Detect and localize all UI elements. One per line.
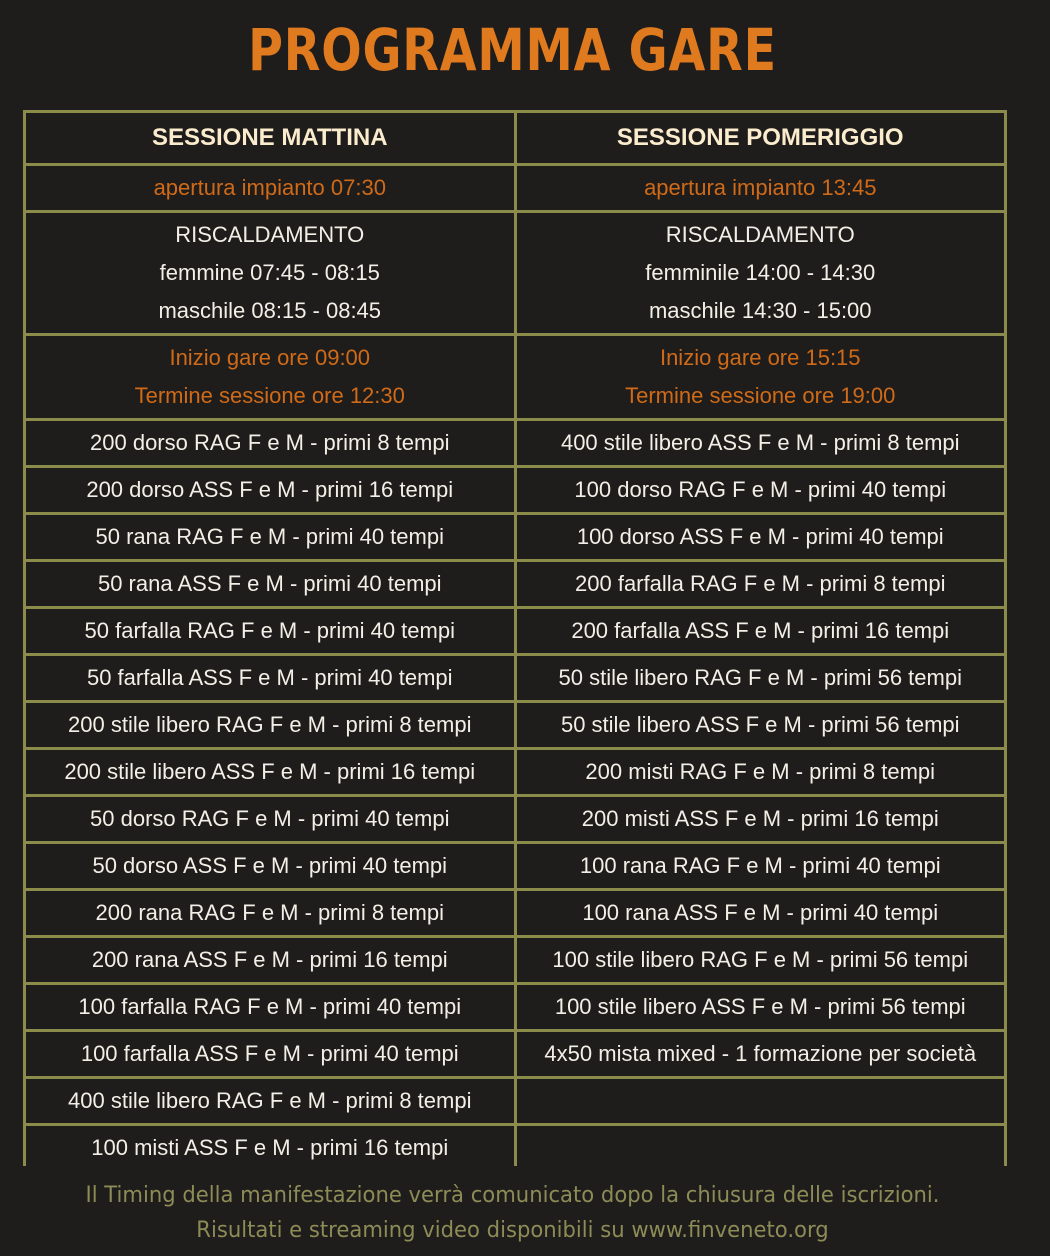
morning-event: 200 stile libero ASS F e M - primi 16 tempi — [26, 750, 514, 794]
afternoon-event: 50 stile libero ASS F e M - primi 56 tempi — [517, 703, 1005, 747]
morning-warmup — [26, 213, 514, 333]
afternoon-event: 100 stile libero ASS F e M - primi 56 tempi — [517, 985, 1005, 1029]
afternoon-event: 100 dorso ASS F e M - primi 40 tempi — [517, 515, 1005, 559]
morning-event: 200 dorso RAG F e M - primi 8 tempi — [26, 421, 514, 465]
morning-opening-time: apertura impianto 07:30 — [26, 166, 514, 210]
afternoon-event: 200 farfalla RAG F e M - primi 8 tempi — [517, 562, 1005, 606]
afternoon-session-header: SESSIONE POMERIGGIO — [517, 113, 1005, 163]
morning-event: 200 stile libero RAG F e M - primi 8 tempi — [26, 703, 514, 747]
morning-event: 50 dorso RAG F e M - primi 40 tempi — [26, 797, 514, 841]
morning-session-end: Termine sessione ore 12:30 — [134, 383, 405, 408]
morning-event: 50 rana ASS F e M - primi 40 tempi — [26, 562, 514, 606]
afternoon-warmup — [517, 213, 1005, 333]
morning-event: 200 rana RAG F e M - primi 8 tempi — [26, 891, 514, 935]
afternoon-event-empty — [517, 1079, 1005, 1123]
afternoon-event: 100 rana RAG F e M - primi 40 tempi — [517, 844, 1005, 888]
morning-event: 100 farfalla RAG F e M - primi 40 tempi — [26, 985, 514, 1029]
footer-results-note: Risultati e streaming video disponibili su www.finveneto.org — [196, 1218, 829, 1243]
morning-warmup-male: maschile 08:15 - 08:45 — [158, 298, 382, 323]
afternoon-event: 200 misti RAG F e M - primi 8 tempi — [517, 750, 1005, 794]
morning-event: 50 rana RAG F e M - primi 40 tempi — [26, 515, 514, 559]
afternoon-opening-time: apertura impianto 13:45 — [517, 166, 1005, 210]
afternoon-event: 100 dorso RAG F e M - primi 40 tempi — [517, 468, 1005, 512]
schedule-table — [23, 110, 1007, 1166]
afternoon-event: 100 stile libero RAG F e M - primi 56 tempi — [517, 938, 1005, 982]
footer-note — [21, 1178, 1005, 1248]
page-title: PROGRAMMA GARE — [248, 16, 777, 84]
morning-event: 200 dorso ASS F e M - primi 16 tempi — [26, 468, 514, 512]
afternoon-event: 4x50 mista mixed - 1 formazione per società — [517, 1032, 1005, 1076]
afternoon-session-end: Termine sessione ore 19:00 — [625, 383, 896, 408]
afternoon-event: 200 farfalla ASS F e M - primi 16 tempi — [517, 609, 1005, 653]
afternoon-event: 200 misti ASS F e M - primi 16 tempi — [517, 797, 1005, 841]
afternoon-race-times — [517, 336, 1005, 418]
afternoon-event: 100 rana ASS F e M - primi 40 tempi — [517, 891, 1005, 935]
morning-race-start: Inizio gare ore 09:00 — [169, 345, 371, 370]
morning-warmup-female: femmine 07:45 - 08:15 — [159, 260, 380, 285]
morning-event: 50 farfalla ASS F e M - primi 40 tempi — [26, 656, 514, 700]
morning-event: 50 dorso ASS F e M - primi 40 tempi — [26, 844, 514, 888]
morning-event: 400 stile libero RAG F e M - primi 8 tempi — [26, 1079, 514, 1123]
morning-event: 50 farfalla RAG F e M - primi 40 tempi — [26, 609, 514, 653]
morning-event: 100 farfalla ASS F e M - primi 40 tempi — [26, 1032, 514, 1076]
footer-timing-note: Il Timing della manifestazione verrà comunicato dopo la chiusura delle iscrizioni. — [85, 1183, 940, 1208]
afternoon-event: 50 stile libero RAG F e M - primi 56 tempi — [517, 656, 1005, 700]
afternoon-race-start: Inizio gare ore 15:15 — [659, 345, 861, 370]
morning-event: 200 rana ASS F e M - primi 16 tempi — [26, 938, 514, 982]
morning-event: 100 misti ASS F e M - primi 16 tempi — [26, 1126, 514, 1170]
afternoon-warmup-female: femminile 14:00 - 14:30 — [645, 260, 876, 285]
afternoon-warmup-male: maschile 14:30 - 15:00 — [648, 298, 872, 323]
morning-race-times — [26, 336, 514, 418]
afternoon-event-empty — [517, 1126, 1005, 1170]
morning-session-header: SESSIONE MATTINA — [26, 113, 514, 163]
morning-warmup-title: RISCALDAMENTO — [175, 222, 365, 247]
afternoon-event: 400 stile libero ASS F e M - primi 8 tempi — [517, 421, 1005, 465]
afternoon-warmup-title: RISCALDAMENTO — [665, 222, 855, 247]
